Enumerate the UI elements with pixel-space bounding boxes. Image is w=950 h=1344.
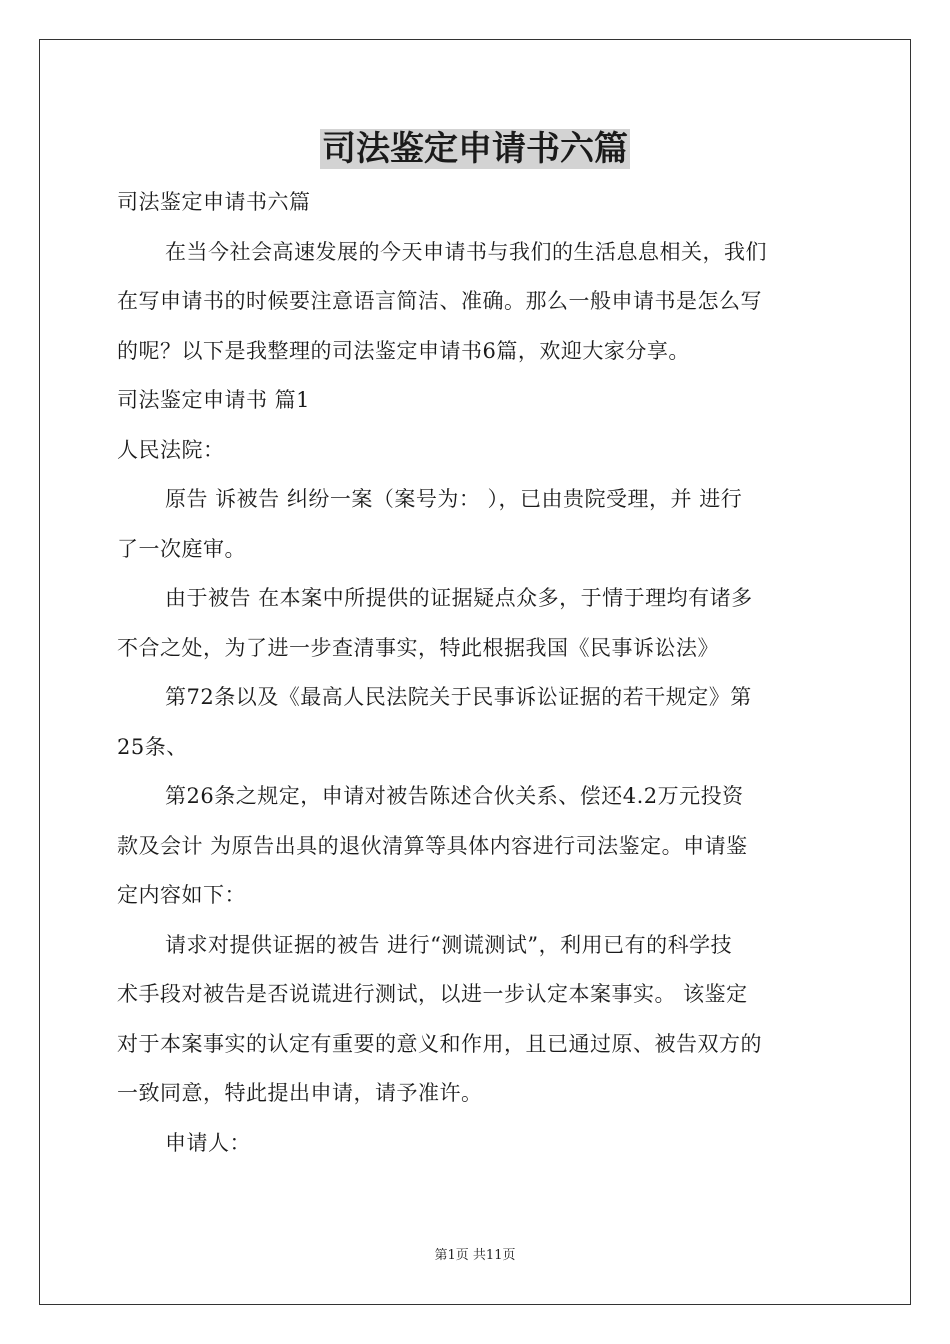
body-line: 在当今社会高速发展的今天申请书与我们的生活息息相关，我们 bbox=[165, 239, 767, 264]
body-line: 对于本案事实的认定有重要的意义和作用，且已通过原、被告双方的 bbox=[117, 1031, 762, 1056]
body-line: 第72条以及《最高人民法院关于民事诉讼证据的若干规定》第 bbox=[165, 685, 752, 709]
document-title-text: 司法鉴定申请书六篇 bbox=[322, 129, 628, 169]
document-body bbox=[117, 178, 833, 1168]
body-line: 申请人： bbox=[165, 1130, 251, 1155]
body-line: 款及会计 为原告出具的退伙清算等具体内容进行司法鉴定。申请鉴 bbox=[117, 833, 748, 858]
body-line: 定内容如下： bbox=[117, 883, 246, 907]
body-line: 的呢？以下是我整理的司法鉴定申请书6篇，欢迎大家分享。 bbox=[117, 338, 690, 363]
body-line: 司法鉴定申请书六篇 bbox=[117, 190, 311, 214]
body-line: 第26条之规定，申请对被告陈述合伙关系、偿还4.2万元投资 bbox=[165, 784, 744, 808]
body-line: 人民法院： bbox=[117, 437, 225, 462]
body-line: 原告 诉被告 纠纷一案（案号为： ），已由贵院受理，并 进行 bbox=[165, 487, 743, 511]
body-line: 由于被告 在本案中所提供的证据疑点众多，于情于理均有诸多 bbox=[165, 586, 753, 610]
body-line: 了一次庭审。 bbox=[117, 536, 246, 561]
body-line: 请求对提供证据的被告 进行“测谎测试”，利用已有的科学技 bbox=[165, 932, 733, 957]
body-line: 25条、 bbox=[117, 734, 188, 759]
body-line: 在写申请书的时候要注意语言简洁、准确。那么一般申请书是怎么写 bbox=[117, 289, 762, 313]
body-line: 司法鉴定申请书 篇1 bbox=[117, 388, 311, 412]
body-line: 一致同意，特此提出申请，请予准许。 bbox=[117, 1081, 483, 1105]
page-footer: 第1页 共11页 bbox=[434, 1248, 516, 1263]
document-title bbox=[0, 126, 950, 172]
body-line: 不合之处，为了进一步查清事实，特此根据我国《民事诉讼法》 bbox=[117, 635, 719, 660]
body-line: 术手段对被告是否说谎进行测试，以进一步认定本案事实。 该鉴定 bbox=[117, 982, 748, 1006]
